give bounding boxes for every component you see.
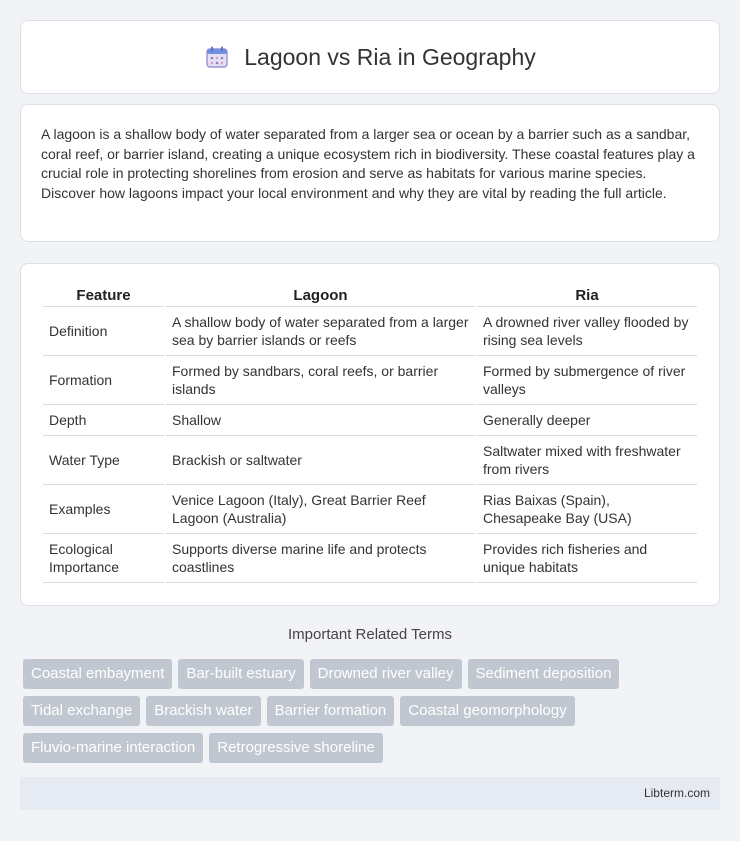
table-header-row bbox=[43, 284, 697, 307]
intro-card bbox=[20, 104, 720, 242]
header-lagoon: Lagoon bbox=[166, 284, 475, 307]
footer bbox=[20, 777, 720, 810]
lagoon-cell: Formed by sandbars, coral reefs, or barrier islands bbox=[166, 356, 475, 405]
lagoon-cell: Supports diverse marine life and protects coastlines bbox=[166, 534, 475, 583]
lagoon-cell: Shallow bbox=[166, 405, 475, 436]
header-feature: Feature bbox=[43, 284, 164, 307]
term-tag[interactable]: Barrier formation bbox=[267, 696, 395, 726]
related-terms-heading: Important Related Terms bbox=[288, 626, 452, 643]
feature-cell: Formation bbox=[43, 356, 164, 405]
term-tag[interactable]: Bar-built estuary bbox=[178, 659, 303, 689]
table-row bbox=[43, 307, 697, 356]
table-row bbox=[43, 356, 697, 405]
term-tag[interactable]: Retrogressive shoreline bbox=[209, 733, 383, 763]
ria-cell: Provides rich fisheries and unique habitats bbox=[477, 534, 697, 583]
title-card bbox=[20, 20, 720, 94]
header-ria: Ria bbox=[477, 284, 697, 307]
table-row bbox=[43, 534, 697, 583]
term-tag[interactable]: Sediment deposition bbox=[468, 659, 620, 689]
feature-cell: Water Type bbox=[43, 436, 164, 485]
ria-cell: Generally deeper bbox=[477, 405, 697, 436]
term-tag[interactable]: Tidal exchange bbox=[23, 696, 140, 726]
term-tag[interactable]: Brackish water bbox=[146, 696, 260, 726]
ria-cell: A drowned river valley flooded by rising sea levels bbox=[477, 307, 697, 356]
lagoon-cell: Venice Lagoon (Italy), Great Barrier Reef Lagoon (Australia) bbox=[166, 485, 475, 534]
feature-cell: Ecological Importance bbox=[43, 534, 164, 583]
table-row bbox=[43, 405, 697, 436]
feature-cell: Examples bbox=[43, 485, 164, 534]
ria-cell: Rias Baixas (Spain), Chesapeake Bay (USA) bbox=[477, 485, 697, 534]
ria-cell: Formed by submergence of river valleys bbox=[477, 356, 697, 405]
table-row bbox=[43, 436, 697, 485]
footer-site-link[interactable]: Libterm.com bbox=[643, 786, 710, 800]
feature-cell: Depth bbox=[43, 405, 164, 436]
comparison-table bbox=[41, 284, 699, 583]
related-terms-list bbox=[23, 659, 723, 763]
table-row bbox=[43, 485, 697, 534]
term-tag[interactable]: Coastal embayment bbox=[23, 659, 172, 689]
intro-text: A lagoon is a shallow body of water separated from a larger sea or ocean by a barrier such as a sandbar, coral reef, or barrier island, creating a unique ecosystem rich in biodiversity. These coastal features play a crucial role in protecting shorelines from erosion and serve as habitats for various marine species. Discover how lagoons impact your local environment and why they are vital by reading the full article. bbox=[41, 126, 695, 201]
page-title: Lagoon vs Ria in Geography bbox=[244, 43, 536, 70]
comparison-card bbox=[20, 263, 720, 606]
term-tag[interactable]: Drowned river valley bbox=[310, 659, 462, 689]
lagoon-cell: Brackish or saltwater bbox=[166, 436, 475, 485]
term-tag[interactable]: Fluvio-marine interaction bbox=[23, 733, 203, 763]
term-tag[interactable]: Coastal geomorphology bbox=[400, 696, 574, 726]
calendar-icon bbox=[204, 44, 230, 70]
ria-cell: Saltwater mixed with freshwater from rivers bbox=[477, 436, 697, 485]
lagoon-cell: A shallow body of water separated from a larger sea by barrier islands or reefs bbox=[166, 307, 475, 356]
feature-cell: Definition bbox=[43, 307, 164, 356]
